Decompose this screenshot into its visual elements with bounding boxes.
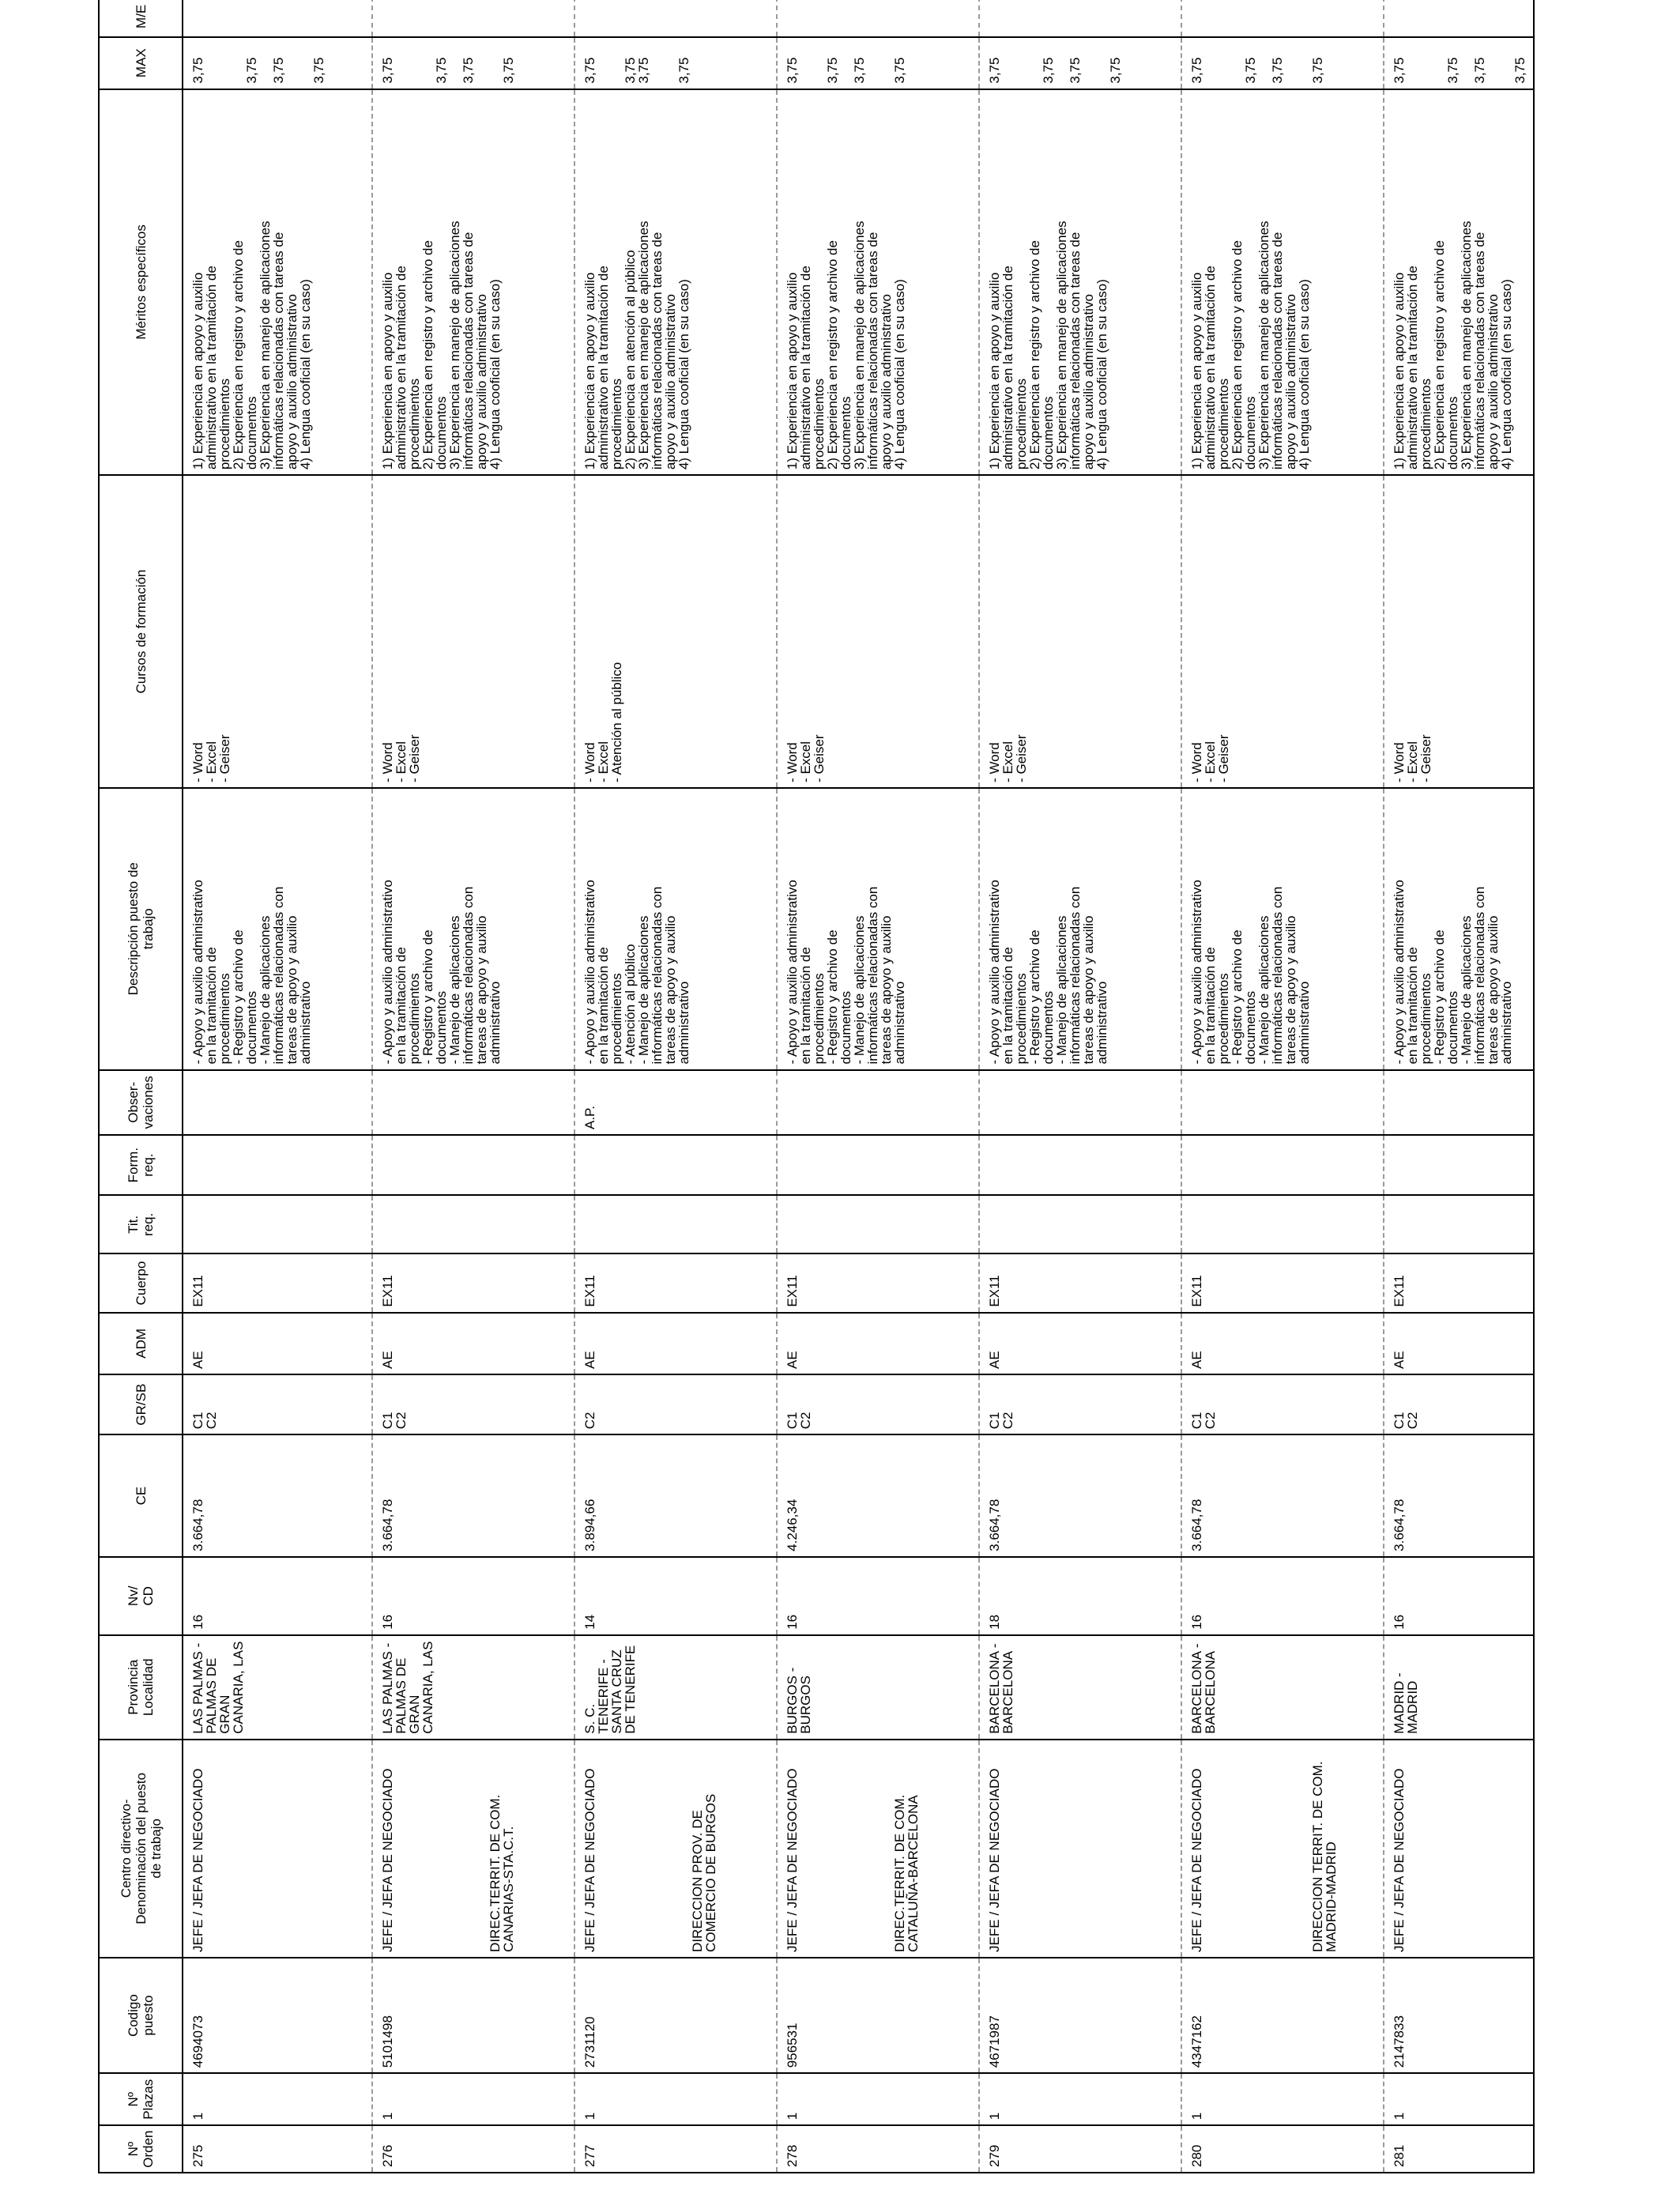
cell-me bbox=[1384, 0, 1534, 37]
cell-adm: AE bbox=[372, 1313, 574, 1374]
cell-form bbox=[1181, 1135, 1384, 1195]
cell-codigo: 956531 bbox=[777, 1958, 979, 2073]
cell-adm: AE bbox=[1384, 1313, 1534, 1374]
cell-descripcion: - Apoyo y auxilio administrativo en la tramitación de procedimientos - Registro y archivo de documentos - Manejo de aplicaciones informáticas relacionadas con tareas de apoyo y auxilio administrativo bbox=[1181, 788, 1384, 1070]
cell-nivel: 14 bbox=[574, 1557, 777, 1635]
cell-plazas: 1 bbox=[574, 2073, 777, 2125]
cell-form bbox=[574, 1135, 777, 1195]
table-row bbox=[979, 0, 1181, 2173]
header-codigo: Codigo puesto bbox=[99, 1958, 183, 2073]
cell-ce: 3.664,78 bbox=[1384, 1434, 1534, 1557]
cell-grupo: C1 C2 bbox=[777, 1374, 979, 1434]
header-plazas: Nº Plazas bbox=[99, 2073, 183, 2125]
cell-provincia: BURGOS - BURGOS bbox=[777, 1635, 979, 1740]
positions-table bbox=[98, 0, 1535, 2173]
table-row bbox=[183, 0, 372, 2173]
table-row bbox=[1181, 0, 1384, 2173]
cell-max: 3,75 3,75 3,75 3,75 bbox=[574, 37, 777, 89]
cell-ce: 4.246,34 bbox=[777, 1434, 979, 1557]
cell-descripcion: - Apoyo y auxilio administrativo en la tramitación de procedimientos - Registro y archivo de documentos - Manejo de aplicaciones informáticas relacionadas con tareas de apoyo y auxilio administrativo bbox=[372, 788, 574, 1070]
cell-me bbox=[183, 0, 372, 37]
cell-form bbox=[979, 1135, 1181, 1195]
cell-nivel: 16 bbox=[183, 1557, 372, 1635]
cell-grupo: C1 C2 bbox=[979, 1374, 1181, 1434]
cell-descripcion: - Apoyo y auxilio administrativo en la tramitación de procedimientos - Registro y archivo de documentos - Manejo de aplicaciones informáticas relacionadas con tareas de apoyo y auxilio administrativo bbox=[777, 788, 979, 1070]
cell-cuerpo: EX11 bbox=[183, 1253, 372, 1312]
cell-max: 3,75 3,75 3,75 3,75 bbox=[979, 37, 1181, 89]
header-ce: CE bbox=[99, 1434, 183, 1557]
cell-codigo: 5101498 bbox=[372, 1958, 574, 2073]
cell-adm: AE bbox=[979, 1313, 1181, 1374]
cell-max: 3,75 3,75 3,75 3,75 bbox=[1384, 37, 1534, 89]
cell-adm: AE bbox=[183, 1313, 372, 1374]
cell-obs bbox=[1181, 1070, 1384, 1135]
cell-centro: JEFE / JEFA DE NEGOCIADO DIREC.TERRIT. DE COM. CATALUÑA-BARCELONA bbox=[777, 1740, 979, 1958]
cell-tit bbox=[1181, 1195, 1384, 1253]
header-orden: Nº Orden bbox=[99, 2125, 183, 2173]
cell-provincia: MADRID - MADRID bbox=[1384, 1635, 1534, 1740]
cell-nivel: 16 bbox=[1181, 1557, 1384, 1635]
cell-grupo: C1 C2 bbox=[1384, 1374, 1534, 1434]
cell-tit bbox=[574, 1195, 777, 1253]
cell-form bbox=[777, 1135, 979, 1195]
cell-obs bbox=[372, 1070, 574, 1135]
header-me: M/E bbox=[99, 0, 183, 37]
header-max: MAX bbox=[99, 37, 183, 89]
cell-cuerpo: EX11 bbox=[574, 1253, 777, 1312]
cell-meritos: 1) Experiencia en apoyo y auxilio administrativo en la tramitación de procedimientos 2) Experiencia en atención al público 3) Experiencia en manejo de aplicaciones informáticas relacionadas con tareas de apoyo y auxilio administrativo 4) Lengua cooficial (en su caso) bbox=[574, 89, 777, 476]
header-provincia: Provincia Localidad bbox=[99, 1635, 183, 1740]
cell-cuerpo: EX11 bbox=[979, 1253, 1181, 1312]
cell-cuerpo: EX11 bbox=[1181, 1253, 1384, 1312]
cell-adm: AE bbox=[574, 1313, 777, 1374]
header-centro: Centro directivo- Denominación del puesto de trabajo bbox=[99, 1740, 183, 1958]
cell-plazas: 1 bbox=[1181, 2073, 1384, 2125]
cell-plazas: 1 bbox=[183, 2073, 372, 2125]
cell-tit bbox=[777, 1195, 979, 1253]
cell-meritos: 1) Experiencia en apoyo y auxilio administrativo en la tramitación de procedimientos 2) Experiencia en registro y archivo de documentos 3) Experiencia en manejo de aplicaciones informáticas relacionadas con tareas de apoyo y auxilio administrativo 4) Lengua cooficial (en su caso) bbox=[1181, 89, 1384, 476]
cell-nivel: 16 bbox=[777, 1557, 979, 1635]
cell-ce: 3.664,78 bbox=[979, 1434, 1181, 1557]
cell-grupo: C1 C2 bbox=[372, 1374, 574, 1434]
cell-ce: 3.664,78 bbox=[183, 1434, 372, 1557]
cell-plazas: 1 bbox=[979, 2073, 1181, 2125]
cell-max: 3,75 3,75 3,75 3,75 bbox=[777, 37, 979, 89]
cell-provincia: LAS PALMAS - PALMAS DE GRAN CANARIA, LAS bbox=[183, 1635, 372, 1740]
cell-descripcion: - Apoyo y auxilio administrativo en la tramitación de procedimientos - Registro y archivo de documentos - Manejo de aplicaciones informáticas relacionadas con tareas de apoyo y auxilio administrativo bbox=[979, 788, 1181, 1070]
cell-obs bbox=[183, 1070, 372, 1135]
cell-provincia: LAS PALMAS - PALMAS DE GRAN CANARIA, LAS bbox=[372, 1635, 574, 1740]
cell-nivel: 18 bbox=[979, 1557, 1181, 1635]
cell-max: 3,75 3,75 3,75 3,75 bbox=[183, 37, 372, 89]
cell-me bbox=[777, 0, 979, 37]
cell-provincia: BARCELONA - BARCELONA bbox=[979, 1635, 1181, 1740]
cell-obs bbox=[1384, 1070, 1534, 1135]
header-obs: Obser- vaciones bbox=[99, 1070, 183, 1135]
table-row bbox=[372, 0, 574, 2173]
cell-adm: AE bbox=[1181, 1313, 1384, 1374]
cell-meritos: 1) Experiencia en apoyo y auxilio administrativo en la tramitación de procedimientos 2) Experiencia en registro y archivo de documentos 3) Experiencia en manejo de aplicaciones informáticas relacionadas con tareas de apoyo y auxilio administrativo 4) Lengua cooficial (en su caso) bbox=[1384, 89, 1534, 476]
cell-max: 3,75 3,75 3,75 3,75 bbox=[1181, 37, 1384, 89]
cell-tit bbox=[372, 1195, 574, 1253]
cell-orden: 281 bbox=[1384, 2125, 1534, 2173]
cell-descripcion: - Apoyo y auxilio administrativo en la tramitación de procedimientos - Registro y archivo de documentos - Manejo de aplicaciones informáticas relacionadas con tareas de apoyo y auxilio administrativo bbox=[1384, 788, 1534, 1070]
cell-meritos: 1) Experiencia en apoyo y auxilio administrativo en la tramitación de procedimientos 2) Experiencia en registro y archivo de documentos 3) Experiencia en manejo de aplicaciones informáticas relacionadas con tareas de apoyo y auxilio administrativo 4) Lengua cooficial (en su caso) bbox=[372, 89, 574, 476]
cell-adm: AE bbox=[777, 1313, 979, 1374]
cell-cursos: - Word - Excel - Geiser bbox=[183, 475, 372, 788]
cell-grupo: C1 C2 bbox=[1181, 1374, 1384, 1434]
cell-provincia: S. C. TENERIFE - SANTA CRUZ DE TENERIFE bbox=[574, 1635, 777, 1740]
header-meritos: Méritos específicos bbox=[99, 89, 183, 476]
cell-cursos: - Word - Excel - Geiser bbox=[1384, 475, 1534, 788]
cell-nivel: 16 bbox=[1384, 1557, 1534, 1635]
header-descripcion: Descripción puesto de trabajo bbox=[99, 788, 183, 1070]
cell-centro: JEFE / JEFA DE NEGOCIADO bbox=[183, 1740, 372, 1958]
cell-meritos: 1) Experiencia en apoyo y auxilio administrativo en la tramitación de procedimientos 2) Experiencia en registro y archivo de documentos 3) Experiencia en manejo de aplicaciones informáticas relacionadas con tareas de apoyo y auxilio administrativo 4) Lengua cooficial (en su caso) bbox=[777, 89, 979, 476]
cell-codigo: 4671987 bbox=[979, 1958, 1181, 2073]
cell-descripcion: - Apoyo y auxilio administrativo en la tramitación de procedimientos - Atención al público - Manejo de aplicaciones informáticas relacionadas con tareas de apoyo y auxilio administrativo bbox=[574, 788, 777, 1070]
cell-orden: 280 bbox=[1181, 2125, 1384, 2173]
header-nivel: Nv/ CD bbox=[99, 1557, 183, 1635]
cell-form bbox=[183, 1135, 372, 1195]
cell-cursos: - Word - Excel - Geiser bbox=[777, 475, 979, 788]
cell-cursos: - Word - Excel - Geiser bbox=[372, 475, 574, 788]
cell-meritos: 1) Experiencia en apoyo y auxilio administrativo en la tramitación de procedimientos 2) Experiencia en registro y archivo de documentos 3) Experiencia en manejo de aplicaciones informáticas relacionadas con tareas de apoyo y auxilio administrativo 4) Lengua cooficial (en su caso) bbox=[979, 89, 1181, 476]
cell-orden: 275 bbox=[183, 2125, 372, 2173]
cell-plazas: 1 bbox=[372, 2073, 574, 2125]
cell-centro: JEFE / JEFA DE NEGOCIADO DIRECCION PROV. DE COMERCIO DE BURGOS bbox=[574, 1740, 777, 1958]
cell-me bbox=[372, 0, 574, 37]
header-adm: ADM bbox=[99, 1313, 183, 1374]
cell-me bbox=[1181, 0, 1384, 37]
cell-orden: 279 bbox=[979, 2125, 1181, 2173]
cell-codigo: 2147833 bbox=[1384, 1958, 1534, 2073]
table-row bbox=[777, 0, 979, 2173]
header-form: Form. req. bbox=[99, 1135, 183, 1195]
cell-provincia: BARCELONA - BARCELONA bbox=[1181, 1635, 1384, 1740]
cell-tit bbox=[1384, 1195, 1534, 1253]
cell-cursos: - Word - Excel - Atención al público bbox=[574, 475, 777, 788]
cell-tit bbox=[183, 1195, 372, 1253]
table-row bbox=[1384, 0, 1534, 2173]
header-grupo: GR/SB bbox=[99, 1374, 183, 1434]
cell-ce: 3.664,78 bbox=[1181, 1434, 1384, 1557]
cell-codigo: 2731120 bbox=[574, 1958, 777, 2073]
cell-tit bbox=[979, 1195, 1181, 1253]
cell-cuerpo: EX11 bbox=[1384, 1253, 1534, 1312]
cell-cuerpo: EX11 bbox=[777, 1253, 979, 1312]
cell-codigo: 4347162 bbox=[1181, 1958, 1384, 2073]
cell-descripcion: - Apoyo y auxilio administrativo en la tramitación de procedimientos - Registro y archivo de documentos - Manejo de aplicaciones informáticas relacionadas con tareas de apoyo y auxilio administrativo bbox=[183, 788, 372, 1070]
cell-plazas: 1 bbox=[1384, 2073, 1534, 2125]
cell-cuerpo: EX11 bbox=[372, 1253, 574, 1312]
header-cursos: Cursos de formación bbox=[99, 475, 183, 788]
cell-grupo: C1 C2 bbox=[183, 1374, 372, 1434]
cell-ce: 3.664,78 bbox=[372, 1434, 574, 1557]
cell-centro: JEFE / JEFA DE NEGOCIADO bbox=[979, 1740, 1181, 1958]
cell-cursos: - Word - Excel - Geiser bbox=[979, 475, 1181, 788]
cell-max: 3,75 3,75 3,75 3,75 bbox=[372, 37, 574, 89]
cell-obs bbox=[979, 1070, 1181, 1135]
cell-me bbox=[979, 0, 1181, 37]
cell-centro: JEFE / JEFA DE NEGOCIADO DIRECCION TERRIT. DE COM. MADRID-MADRID bbox=[1181, 1740, 1384, 1958]
cell-form bbox=[1384, 1135, 1534, 1195]
cell-obs: A.P. bbox=[574, 1070, 777, 1135]
header-row bbox=[99, 0, 183, 2173]
cell-form bbox=[372, 1135, 574, 1195]
header-cuerpo: Cuerpo bbox=[99, 1253, 183, 1312]
cell-orden: 278 bbox=[777, 2125, 979, 2173]
cell-ce: 3.894,66 bbox=[574, 1434, 777, 1557]
table-row bbox=[574, 0, 777, 2173]
cell-cursos: - Word - Excel - Geiser bbox=[1181, 475, 1384, 788]
cell-codigo: 4694073 bbox=[183, 1958, 372, 2073]
cell-nivel: 16 bbox=[372, 1557, 574, 1635]
cell-grupo: C2 bbox=[574, 1374, 777, 1434]
cell-centro: JEFE / JEFA DE NEGOCIADO DIREC.TERRIT. DE COM. CANARIAS-STA.C.T. bbox=[372, 1740, 574, 1958]
cell-orden: 276 bbox=[372, 2125, 574, 2173]
cell-centro: JEFE / JEFA DE NEGOCIADO bbox=[1384, 1740, 1534, 1958]
cell-orden: 277 bbox=[574, 2125, 777, 2173]
header-tit: Tit. req. bbox=[99, 1195, 183, 1253]
cell-plazas: 1 bbox=[777, 2073, 979, 2125]
cell-me bbox=[574, 0, 777, 37]
cell-meritos: 1) Experiencia en apoyo y auxilio administrativo en la tramitación de procedimientos 2) Experiencia en registro y archivo de documentos 3) Experiencia en manejo de aplicaciones informáticas relacionadas con tareas de apoyo y auxilio administrativo 4) Lengua cooficial (en su caso) bbox=[183, 89, 372, 476]
cell-obs bbox=[777, 1070, 979, 1135]
